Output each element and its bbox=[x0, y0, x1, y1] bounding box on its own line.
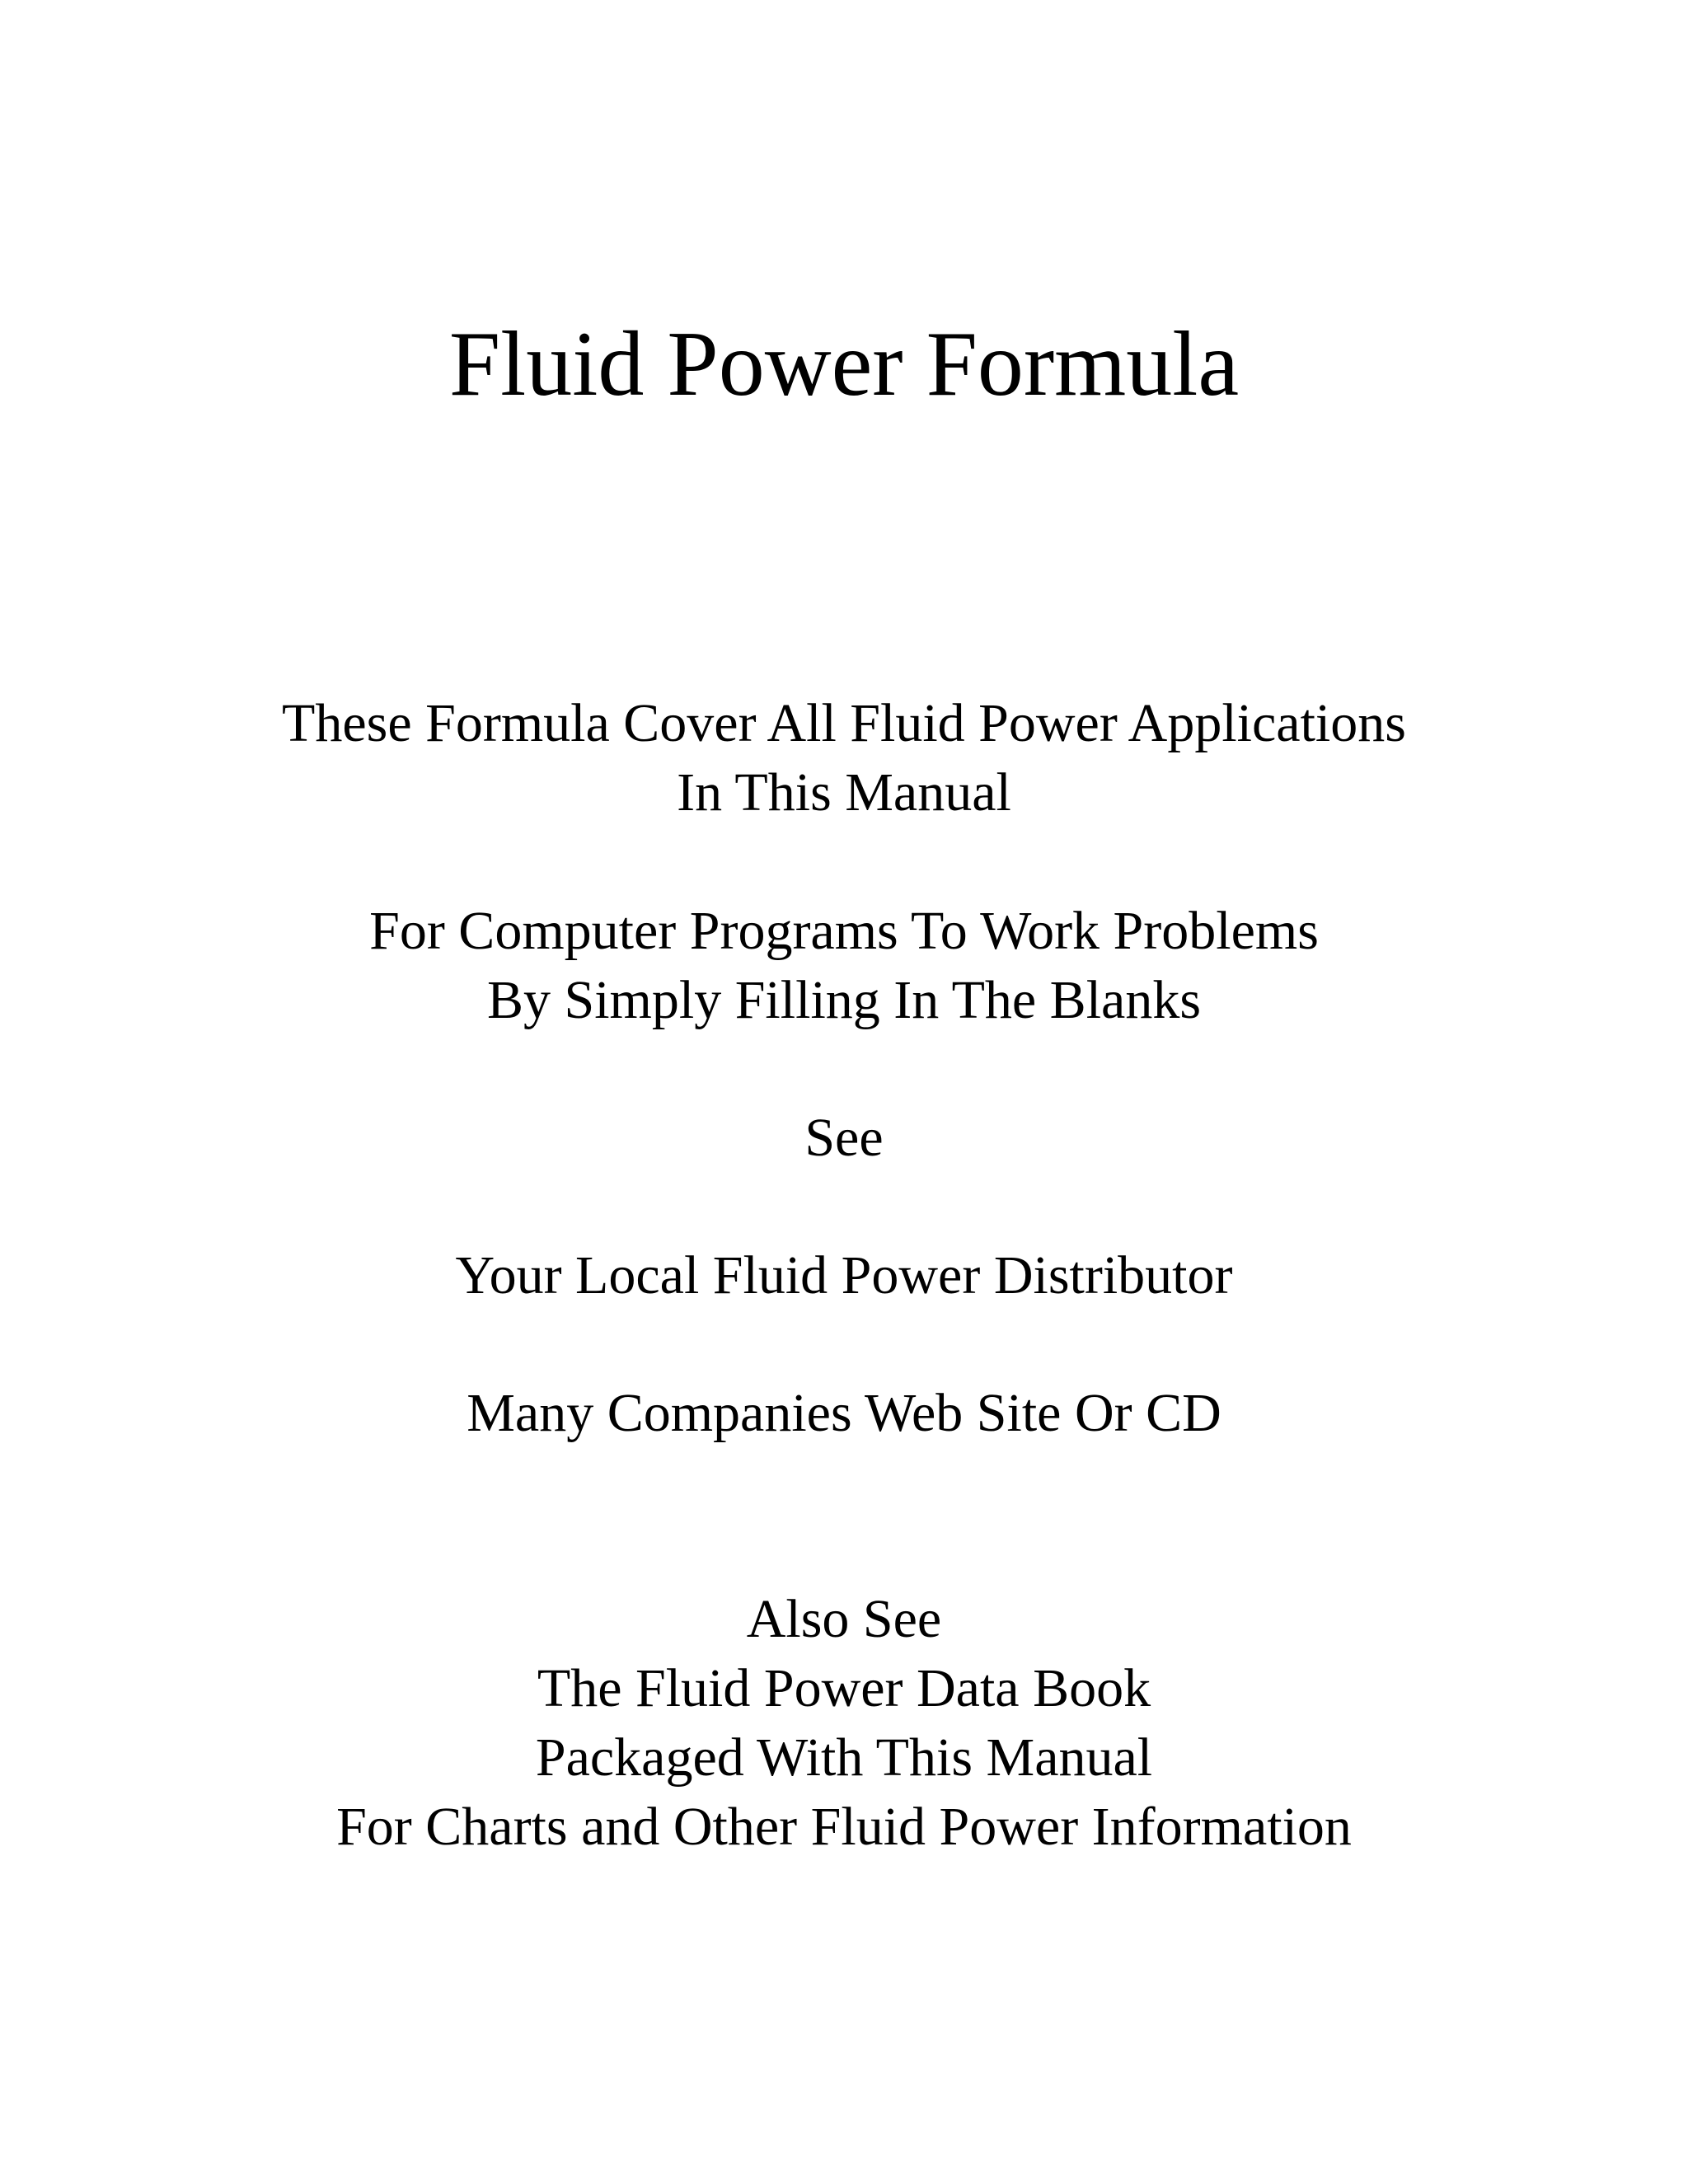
text-line-in-this-manual: In This Manual bbox=[677, 762, 1011, 823]
text-line-see: See bbox=[804, 1108, 884, 1168]
text-line-computer-programs: For Computer Programs To Work Problems bbox=[369, 901, 1319, 961]
text-line-also-see: Also See bbox=[746, 1589, 942, 1649]
text-line-filling-blanks: By Simply Filling In The Blanks bbox=[486, 970, 1202, 1030]
text-line-applications: These Formula Cover All Fluid Power Applications bbox=[282, 693, 1406, 753]
text-line-packaged: Packaged With This Manual bbox=[535, 1727, 1153, 1788]
text-line-web-site: Many Companies Web Site Or CD bbox=[467, 1383, 1221, 1443]
text-line-charts-info: For Charts and Other Fluid Power Information bbox=[336, 1797, 1352, 1857]
page-title: Fluid Power Formula bbox=[448, 313, 1240, 415]
text-line-data-book: The Fluid Power Data Book bbox=[537, 1658, 1151, 1718]
text-line-local-distributor: Your Local Fluid Power Distributor bbox=[455, 1245, 1233, 1305]
